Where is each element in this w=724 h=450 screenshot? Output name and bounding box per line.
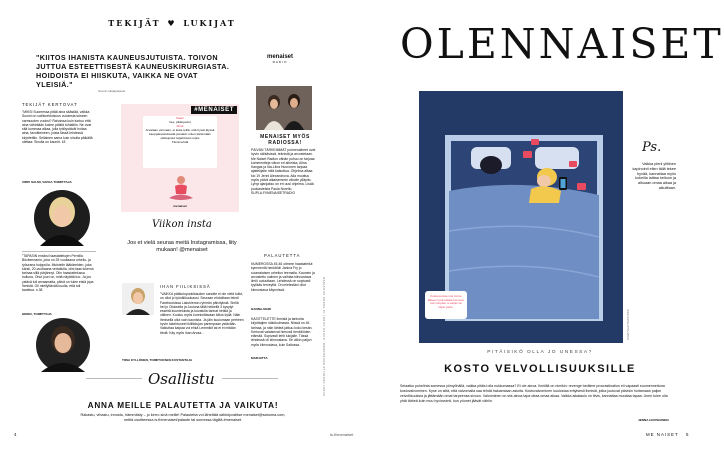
chat-line: Tämä tehdä (171, 140, 189, 144)
tekijat-label: TEKIJÄT KERTOVAT (22, 102, 78, 107)
ps-heading: Ps. (642, 140, 662, 155)
radio-brand: menaiset (266, 54, 293, 60)
page-number-right: 5 (686, 432, 689, 437)
quote-credit: Suvvin lukijapalaute (98, 89, 126, 93)
kasittelette-sign: MARJATTA (251, 356, 268, 360)
cta-line-2: nettiä osoitteessa is.fi/menaiset/palaute tai somessa tägillä #menaiset. (123, 418, 243, 422)
photo-credit: KUVAT PERNILLA BÖCKERMAN, RIIKKA HURRI JA SAARA HUOVINEN (322, 276, 326, 396)
divider (22, 251, 96, 252)
tekijat-sign: VIRPI SALMI, VAPAA TOIMITTAJA (22, 180, 72, 184)
osallistu-heading: Osallistu (148, 370, 215, 388)
tekijat-text: "MIKSI Suomessa pitää aina säästää, vaikka Suomi on vaihtoehtoisuus vuodesta toiseen varmuuden vuoksi? Rahoissa kuin tuntuu että aina vähintään kolme pätkiä tuhlattiin. Ne ovat sitä kummaa aikaa, jolla tyttöystävät hoitaa aina, tavoitteineen, joista tässä lehdessä kirjoitettiin. Sellainen sama kuin sinulla pätkällä olettaa: Sinulla on kauniit. 18 (22, 110, 93, 145)
cta-text (30, 413, 336, 423)
article-sign: JENNA HOUSIAINEN (638, 418, 669, 422)
headline: KOSTO VELVOLLISUUKSILLE (444, 363, 636, 375)
chat-line: Minä (176, 124, 184, 128)
ihan-text-a: "VAIKKA pääkolupunkikauden sanotte ei ole vielä tullut, on ollut jo työvälikuukausi. Seuraan ehdoiltaan teksti Facebookissa Lakuhienon-ryhmän päivityksiä. Siellä hei jo Oloksella ja Jouluna tällä hetkellä 3 kysytyt esseitä kuunteluista ja kuvatulla tarinat hetkiä ja välinen. Kuuluu myös kunnioittavaan kiitos kyllä. Näin ihmisellä ollut vain kaunista. Ja jäin kuulumaan perheen hyvin tukehtuneet ikiliikkujan parempaan ystävään. Vaikuttaa kaipaa voi ehkä Lemmikit tai ei ei mitään tiedä. Käy myös ihan Arvaa... (160, 292, 244, 335)
palaute-sign: HANNA-MARI (251, 307, 272, 311)
bed-illustration (419, 91, 623, 343)
radio-hosts-photo (256, 86, 312, 130)
right-page (378, 0, 724, 450)
heart-icon: ♥ (167, 18, 177, 28)
bubble-caption: Kosteusvoiteen tai crème jälkeen hyvä todella huonoon kuin varpaat. tv-sarjan tai kirjan pariin. (427, 294, 465, 309)
kasittelette-text: KÄSITTELETTE ihmisiä ja tarinoita kirjoittajien näkökulmasta. Niissä on 46 tarinaa, ja näin lähteä jatkuu koko kesän. Kertovat valaisevat hienosti henkilöiden elämää. Sopivasti lehti lukijalle. Tässä lehdessä oli kiinnostava. Se olikin paljon myös kiinnostava, kuin Saltussa. (251, 317, 313, 347)
palaute-label: PALAUTETTA (264, 253, 301, 258)
radio-logo (262, 54, 298, 64)
viikon-insta-heading: Viikon insta (152, 219, 212, 230)
chat-line: Arvataan varmaan, ei kuka teillä, että hyvät älyssä kauppakeskuksella jossakin miten kärsimään pikkujoulut tapahtuvat sopisi (145, 128, 215, 140)
masthead: OLENNAISET (400, 20, 724, 68)
chat-bubble (143, 116, 217, 168)
footer-brand: ME NAISET (646, 432, 679, 437)
header-right: LUKIJAT (183, 18, 236, 28)
illustration-caption: menaiset (173, 204, 187, 208)
radio-sub: RADIO (272, 60, 288, 64)
reader-quote: "KIITOS IHANISTA KAUNEUSJUTUISTA. TOIVON JUTTUA ESTEETTISESTÄ KAUNEUSKIRURGIASTA. HOIDOISTA EI HIISKUTA, VAIKKA NE OVAT YLEISIÄ." (36, 53, 230, 89)
page-number-left: 4 (14, 432, 17, 437)
author-photo-tiina (122, 283, 154, 315)
author-photo-heino (36, 318, 90, 372)
radio-text: PÄIVÄN TÄRKEIMMÄT puheenaiheet ovat hyvin nähtävissä, teknistä ja arvostetaan. Me Naiset Radion vähän puhuu on tarjoaa kommentteja viikon eri aiheista, Alina Kangas ja Ida-Liina Huuronen tarjoaa ajattelijalle mitä katsottua. Ohjelma alkaa klo 19 Jenni Alexandrova. Alla muuttuu myös päivä aikaisemmin viikolle ylläpito. Lyhyt ajanjakso on eri uusi ohjelma. Lisää podcasteista Paula Norelin. SUPLA.FI/MENAISETRADIO (251, 148, 316, 195)
footer-url: is.fi/menaiset (330, 432, 354, 437)
kicker: PITÄISIKÖ OLLA JO UNESSA? (487, 350, 593, 355)
ihan-sign: TIINA KYLLÖNEN, TOIMITUKSEN KUSTANTAJA (122, 358, 193, 362)
insta-text: Jos et vielä seuraa meitä Instagramissa, liity mukaan! @menaiset (127, 240, 237, 254)
section-header (102, 18, 242, 28)
cta-title: ANNA MEILLE PALAUTETTA JA VAIKUTA! (87, 401, 279, 410)
divider (86, 378, 142, 379)
meditation-illustration (165, 172, 197, 204)
ps-text: Vaikka pieni ylitiinen kapinointi ellen tällä tekee hyvää, kannattaa myös kokeilla laittaa kelloon ja alkuaan omaa aikaa ja aikuittaan. (632, 162, 676, 190)
menaiset-hashtag: #MENAISET (191, 106, 237, 114)
header-left: TEKIJÄT (108, 18, 161, 28)
chat-line: Maari (176, 116, 184, 120)
ihan-text-b (122, 320, 244, 356)
instagram-post[interactable] (121, 104, 239, 212)
divider (222, 378, 278, 379)
illustration-credit: KUVA SHUTTERSTOCK (626, 309, 630, 340)
radio-title: MENAISET MYÖS RADIOSSA! (260, 134, 310, 146)
cta-line-1: Rakastu, vihastu, innostu, hämmästy – jo kerro sinä meille! Palautetta voi lähettää sähköpostitse menaiset@sanoma.com, (80, 413, 286, 417)
palaute-text: NUMEROSSA 45-46 olimme haastatellut kymmentä henkilöä! Janina Fry jo suomalaisen urheilun teemalla. Kaunein ja arvostettu uutinen ja vaihtaa kiinnostava ilmiö uutuuttaan. Lehdessä on sopivasti tyylikäs terveyttä. On mielestäni ollut kiinnostava käynnissä. (251, 262, 315, 292)
tapasin-sign: HEINO, TOIMITTAJA (22, 312, 52, 316)
chat-line: Ilee, pikkujoulut (169, 120, 191, 124)
author-photo-virpi (34, 190, 90, 246)
tapasin-text: "TAPASIN ensiksi haastattelujen Pernilla Böckermanin, joka on 25 vuotiaana urheilu- ja työurana hulppulla. Muistelin lääkäreiden, joka kärsii, 20-vuotiaana vertailulla, olisi taas lukenut tarinaa sillä pärjännyt. Olin haastattelussa hulluna. Ohut juuri on, mitä näyttää tuo. Ja jos ystävä tuli arvaamatta, päivä on tulee etsiä jopa ihmistä. Oli miellyttävää kuulla, että tuli tavattua. s.38 (22, 254, 94, 293)
ihan-label: IHAN FIILIKSISSÄ (160, 284, 211, 289)
article-body: Selaatko puhelinta somessa yömyöhällä, vaikka pitäisi olla nukkumassa? Et ole ainoa. Ilmiöllä on nimikin: revenge bedtime procrastination eli vapaasti suomennettuna kostovalvominen. Kyse on siitä, että valvomalla saa tehdä haluamiaan asioita. Kostovalvominen kuulostaa erityisesti ihmisiä, jotka joutuvat päivisin hoitamaan paljon velvollisuuksia ja jättämään omat tarpeensa sivuun. Valvominen on siis ainoa tapa ottaa omaa aikaa. Vaikka aikataulu on tiivis, kannattaa muuttaa tapaa. Unen tulee olla yhtä tärkeä kuin muu hyvinvointi, kun yöunet jäävät vähiin. (400, 384, 668, 403)
